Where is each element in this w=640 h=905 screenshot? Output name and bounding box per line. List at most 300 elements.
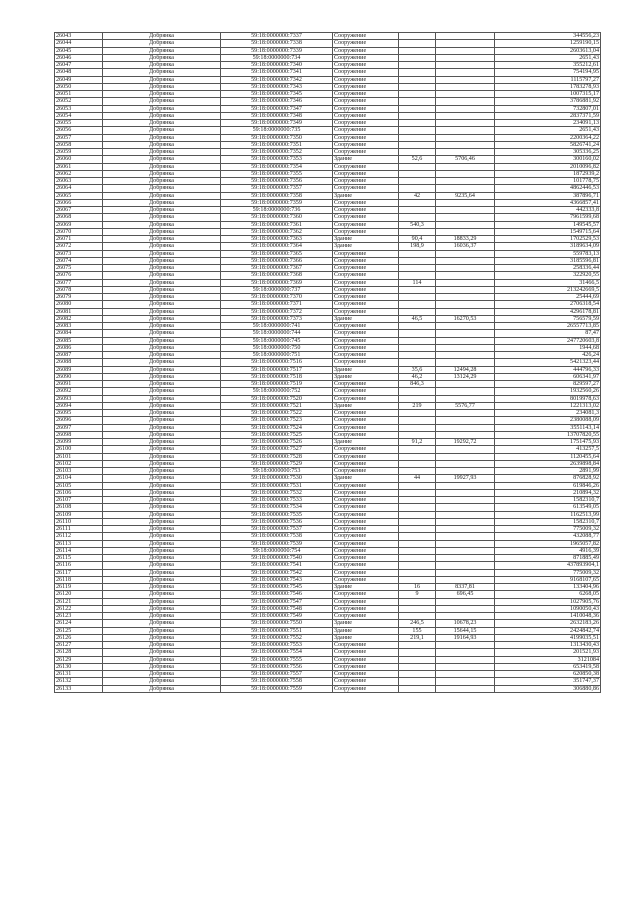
cadastral-number-cell: 59:18:0000000:7558 — [221, 678, 333, 685]
cadastral-cost-cell: 322920,55 — [495, 272, 601, 279]
cadastral-cost-cell: 1751475,93 — [495, 439, 601, 446]
area-cell — [399, 460, 436, 467]
unit-value-cell — [436, 511, 495, 518]
cadastral-cost-cell: 620850,38 — [495, 671, 601, 678]
table-row — [55, 98, 601, 105]
locality-cell: Добрянка — [103, 562, 221, 569]
object-type-cell: Сооружение — [333, 207, 399, 214]
row-number-cell: 26065 — [55, 192, 103, 199]
area-cell — [399, 330, 436, 337]
locality-cell: Добрянка — [103, 134, 221, 141]
locality-cell: Добрянка — [103, 547, 221, 554]
area-cell — [399, 105, 436, 112]
unit-value-cell — [436, 533, 495, 540]
locality-cell: Добрянка — [103, 330, 221, 337]
table-row — [55, 373, 601, 380]
row-number-cell: 26046 — [55, 54, 103, 61]
cadastral-number-cell: 59:18:0000000:7518 — [221, 373, 333, 380]
cadastral-cost-cell: 413257,5 — [495, 446, 601, 453]
unit-value-cell: 19292,72 — [436, 439, 495, 446]
row-number-cell: 26099 — [55, 439, 103, 446]
cadastral-cost-cell: 1932560,26 — [495, 388, 601, 395]
locality-cell: Добрянка — [103, 127, 221, 134]
cadastral-number-cell: 59:18:0000000:7536 — [221, 518, 333, 525]
object-type-cell: Сооружение — [333, 330, 399, 337]
cadastral-cost-cell: 1259190,15 — [495, 40, 601, 47]
table-row — [55, 381, 601, 388]
row-number-cell: 26079 — [55, 294, 103, 301]
object-type-cell: Сооружение — [333, 250, 399, 257]
cadastral-number-cell: 59:18:0000000:7524 — [221, 424, 333, 431]
object-type-cell: Сооружение — [333, 410, 399, 417]
unit-value-cell — [436, 120, 495, 127]
cadastral-cost-cell: 754194,95 — [495, 69, 601, 76]
area-cell: 91,2 — [399, 439, 436, 446]
area-cell — [399, 576, 436, 583]
row-number-cell: 26092 — [55, 388, 103, 395]
row-number-cell: 26071 — [55, 236, 103, 243]
area-cell — [399, 417, 436, 424]
table-row — [55, 330, 601, 337]
cadastral-cost-cell: 213242669,5 — [495, 286, 601, 293]
table-row — [55, 344, 601, 351]
row-number-cell: 26063 — [55, 178, 103, 185]
table-row — [55, 120, 601, 127]
area-cell — [399, 555, 436, 562]
row-number-cell: 26062 — [55, 170, 103, 177]
cadastral-cost-cell: 8019978,63 — [495, 395, 601, 402]
cadastral-number-cell: 59:18:0000000:7340 — [221, 62, 333, 69]
cadastral-cost-cell: 2639898,84 — [495, 460, 601, 467]
row-number-cell: 26111 — [55, 526, 103, 533]
area-cell: 9 — [399, 591, 436, 598]
cadastral-cost-cell: 25444,69 — [495, 294, 601, 301]
cadastral-number-cell: 59:18:0000000:7345 — [221, 91, 333, 98]
cadastral-number-cell: 59:18:0000000:7365 — [221, 250, 333, 257]
locality-cell: Добрянка — [103, 446, 221, 453]
area-cell — [399, 685, 436, 692]
object-type-cell: Сооружение — [333, 76, 399, 83]
unit-value-cell — [436, 62, 495, 69]
row-number-cell: 26070 — [55, 228, 103, 235]
cadastral-cost-cell: 3185596,81 — [495, 257, 601, 264]
row-number-cell: 26122 — [55, 605, 103, 612]
table-row — [55, 170, 601, 177]
row-number-cell: 26083 — [55, 323, 103, 330]
cadastral-cost-cell: 3189634,09 — [495, 243, 601, 250]
object-type-cell: Сооружение — [333, 105, 399, 112]
cadastral-cost-cell: 1944,68 — [495, 344, 601, 351]
cadastral-number-cell: 59:18:0000000:7532 — [221, 489, 333, 496]
locality-cell: Добрянка — [103, 192, 221, 199]
table-row — [55, 555, 601, 562]
cadastral-cost-cell: 247720603,8 — [495, 337, 601, 344]
cadastral-number-cell: 59:18:0000000:7525 — [221, 431, 333, 438]
table-row — [55, 533, 601, 540]
locality-cell: Добрянка — [103, 497, 221, 504]
cadastral-number-cell: 59:18:0000000:7540 — [221, 555, 333, 562]
cadastral-cost-cell: 201521,93 — [495, 649, 601, 656]
locality-cell: Добрянка — [103, 178, 221, 185]
object-type-cell: Сооружение — [333, 649, 399, 656]
cadastral-number-cell: 59:18:0000000:7519 — [221, 381, 333, 388]
area-cell: 219 — [399, 402, 436, 409]
cadastral-number-cell: 59:18:0000000:7339 — [221, 47, 333, 54]
unit-value-cell — [436, 663, 495, 670]
locality-cell: Добрянка — [103, 265, 221, 272]
area-cell — [399, 569, 436, 576]
locality-cell: Добрянка — [103, 344, 221, 351]
cadastral-number-cell: 59:18:0000000:7534 — [221, 504, 333, 511]
table-row — [55, 431, 601, 438]
cadastral-number-cell: 59:18:0000000:7356 — [221, 178, 333, 185]
cadastral-cost-cell: 559783,13 — [495, 250, 601, 257]
object-type-cell: Сооружение — [333, 221, 399, 228]
cadastral-cost-cell: 133404,96 — [495, 584, 601, 591]
table-row — [55, 410, 601, 417]
row-number-cell: 26110 — [55, 518, 103, 525]
cadastral-cost-cell: 4296178,81 — [495, 308, 601, 315]
table-row — [55, 439, 601, 446]
locality-cell: Добрянка — [103, 482, 221, 489]
cadastral-cost-cell: 2603613,04 — [495, 47, 601, 54]
cadastral-cost-cell: 426,24 — [495, 352, 601, 359]
row-number-cell: 26097 — [55, 424, 103, 431]
row-number-cell: 26044 — [55, 40, 103, 47]
cadastral-cost-cell: 3551143,14 — [495, 424, 601, 431]
object-type-cell: Сооружение — [333, 178, 399, 185]
cadastral-cost-cell: 1410048,36 — [495, 613, 601, 620]
row-number-cell: 26048 — [55, 69, 103, 76]
area-cell: 46,5 — [399, 315, 436, 322]
area-cell — [399, 62, 436, 69]
area-cell — [399, 207, 436, 214]
cadastral-cost-cell: 871885,49 — [495, 555, 601, 562]
unit-value-cell — [436, 605, 495, 612]
table-row — [55, 504, 601, 511]
table-row — [55, 388, 601, 395]
cadastral-number-cell: 59:18:0000000:7543 — [221, 576, 333, 583]
locality-cell: Добрянка — [103, 468, 221, 475]
cadastral-cost-cell: 732807,01 — [495, 105, 601, 112]
unit-value-cell — [436, 381, 495, 388]
locality-cell: Добрянка — [103, 671, 221, 678]
unit-value-cell — [436, 294, 495, 301]
locality-cell: Добрянка — [103, 663, 221, 670]
unit-value-cell — [436, 555, 495, 562]
locality-cell: Добрянка — [103, 243, 221, 250]
unit-value-cell: 5706,46 — [436, 156, 495, 163]
row-number-cell: 26112 — [55, 533, 103, 540]
unit-value-cell: 9235,64 — [436, 192, 495, 199]
table-row — [55, 105, 601, 112]
cadastral-cost-cell: 13707820,55 — [495, 431, 601, 438]
unit-value-cell — [436, 91, 495, 98]
object-type-cell: Сооружение — [333, 518, 399, 525]
cadastral-number-cell: 59:18:0000000:7338 — [221, 40, 333, 47]
locality-cell: Добрянка — [103, 83, 221, 90]
row-number-cell: 26125 — [55, 627, 103, 634]
table-row — [55, 337, 601, 344]
area-cell — [399, 257, 436, 264]
object-type-cell: Сооружение — [333, 533, 399, 540]
table-row — [55, 460, 601, 467]
object-type-cell: Здание — [333, 373, 399, 380]
locality-cell: Добрянка — [103, 163, 221, 170]
unit-value-cell — [436, 214, 495, 221]
table-row — [55, 489, 601, 496]
locality-cell: Добрянка — [103, 576, 221, 583]
cadastral-number-cell: 59:18:0000000:7539 — [221, 540, 333, 547]
table-row — [55, 192, 601, 199]
cadastral-number-cell: 59:18:0000000:7517 — [221, 366, 333, 373]
cadastral-number-cell: 59:18:0000000:7537 — [221, 526, 333, 533]
object-type-cell: Сооружение — [333, 388, 399, 395]
locality-cell: Добрянка — [103, 424, 221, 431]
area-cell: 198,9 — [399, 243, 436, 250]
unit-value-cell — [436, 453, 495, 460]
object-type-cell: Сооружение — [333, 47, 399, 54]
cadastral-cost-cell: 775009,32 — [495, 569, 601, 576]
object-type-cell: Сооружение — [333, 134, 399, 141]
cadastral-cost-cell: 1783278,93 — [495, 83, 601, 90]
cadastral-number-cell: 59:18:0000000:7359 — [221, 199, 333, 206]
unit-value-cell: 8337,81 — [436, 584, 495, 591]
area-cell — [399, 489, 436, 496]
table-body — [55, 33, 601, 693]
unit-value-cell: 10678,23 — [436, 620, 495, 627]
area-cell — [399, 446, 436, 453]
locality-cell: Добрянка — [103, 294, 221, 301]
object-type-cell: Сооружение — [333, 149, 399, 156]
area-cell — [399, 410, 436, 417]
row-number-cell: 26095 — [55, 410, 103, 417]
cadastral-number-cell: 59:18:0000000:737 — [221, 286, 333, 293]
area-cell — [399, 424, 436, 431]
table-row — [55, 584, 601, 591]
cadastral-number-cell: 59:18:0000000:7368 — [221, 272, 333, 279]
cadastral-number-cell: 59:18:0000000:744 — [221, 330, 333, 337]
object-type-cell: Сооружение — [333, 54, 399, 61]
cadastral-cost-cell: 1313430,43 — [495, 642, 601, 649]
cadastral-cost-cell: 300160,02 — [495, 156, 601, 163]
row-number-cell: 26094 — [55, 402, 103, 409]
object-type-cell: Сооружение — [333, 395, 399, 402]
locality-cell: Добрянка — [103, 279, 221, 286]
unit-value-cell — [436, 540, 495, 547]
object-type-cell: Здание — [333, 627, 399, 634]
row-number-cell: 26049 — [55, 76, 103, 83]
row-number-cell: 26102 — [55, 460, 103, 467]
locality-cell: Добрянка — [103, 555, 221, 562]
row-number-cell: 26101 — [55, 453, 103, 460]
cadastral-cost-cell: 26557713,85 — [495, 323, 601, 330]
area-cell: 90,4 — [399, 236, 436, 243]
unit-value-cell — [436, 221, 495, 228]
locality-cell: Добрянка — [103, 250, 221, 257]
object-type-cell: Сооружение — [333, 337, 399, 344]
area-cell — [399, 178, 436, 185]
object-type-cell: Сооружение — [333, 591, 399, 598]
locality-cell: Добрянка — [103, 33, 221, 40]
object-type-cell: Сооружение — [333, 613, 399, 620]
row-number-cell: 26103 — [55, 468, 103, 475]
table-row — [55, 156, 601, 163]
row-number-cell: 26090 — [55, 373, 103, 380]
unit-value-cell — [436, 178, 495, 185]
cadastral-cost-cell: 2651,43 — [495, 127, 601, 134]
area-cell: 114 — [399, 279, 436, 286]
table-row — [55, 62, 601, 69]
table-row — [55, 214, 601, 221]
cadastral-number-cell: 59:18:0000000:7528 — [221, 453, 333, 460]
cadastral-cost-cell: 1115797,27 — [495, 76, 601, 83]
cadastral-number-cell: 59:18:0000000:7526 — [221, 439, 333, 446]
table-row — [55, 185, 601, 192]
table-row — [55, 685, 601, 692]
cadastral-cost-cell: 355212,61 — [495, 62, 601, 69]
row-number-cell: 26056 — [55, 127, 103, 134]
locality-cell: Добрянка — [103, 634, 221, 641]
unit-value-cell: 19927,93 — [436, 475, 495, 482]
table-row — [55, 417, 601, 424]
table-row — [55, 591, 601, 598]
cadastral-number-cell: 59:18:0000000:7557 — [221, 671, 333, 678]
row-number-cell: 26058 — [55, 141, 103, 148]
unit-value-cell — [436, 526, 495, 533]
locality-cell: Добрянка — [103, 431, 221, 438]
object-type-cell: Сооружение — [333, 265, 399, 272]
cadastral-cost-cell: 2424842,74 — [495, 627, 601, 634]
row-number-cell: 26060 — [55, 156, 103, 163]
unit-value-cell — [436, 678, 495, 685]
unit-value-cell — [436, 323, 495, 330]
unit-value-cell — [436, 395, 495, 402]
cadastral-cost-cell: 775009,32 — [495, 526, 601, 533]
unit-value-cell — [436, 105, 495, 112]
unit-value-cell — [436, 272, 495, 279]
table-row — [55, 446, 601, 453]
locality-cell: Добрянка — [103, 286, 221, 293]
table-row — [55, 359, 601, 366]
unit-value-cell — [436, 649, 495, 656]
object-type-cell: Сооружение — [333, 598, 399, 605]
unit-value-cell — [436, 598, 495, 605]
unit-value-cell — [436, 344, 495, 351]
row-number-cell: 26072 — [55, 243, 103, 250]
cadastral-number-cell: 59:18:0000000:7370 — [221, 294, 333, 301]
row-number-cell: 26123 — [55, 613, 103, 620]
object-type-cell: Сооружение — [333, 504, 399, 511]
row-number-cell: 26045 — [55, 47, 103, 54]
unit-value-cell — [436, 286, 495, 293]
locality-cell: Добрянка — [103, 257, 221, 264]
area-cell: 52,6 — [399, 156, 436, 163]
unit-value-cell: 18833,29 — [436, 236, 495, 243]
locality-cell: Добрянка — [103, 417, 221, 424]
table-row — [55, 91, 601, 98]
object-type-cell: Сооружение — [333, 431, 399, 438]
locality-cell: Добрянка — [103, 388, 221, 395]
cadastral-cost-cell: 9168107,65 — [495, 576, 601, 583]
object-type-cell: Сооружение — [333, 33, 399, 40]
row-number-cell: 26132 — [55, 678, 103, 685]
cadastral-cost-cell: 31466,5 — [495, 279, 601, 286]
cadastral-cost-cell: 149545,57 — [495, 221, 601, 228]
row-number-cell: 26055 — [55, 120, 103, 127]
area-cell: 44 — [399, 475, 436, 482]
unit-value-cell — [436, 228, 495, 235]
table-row — [55, 221, 601, 228]
cadastral-cost-cell: 1027905,76 — [495, 598, 601, 605]
locality-cell: Добрянка — [103, 120, 221, 127]
object-type-cell: Сооружение — [333, 468, 399, 475]
table-row — [55, 323, 601, 330]
area-cell — [399, 40, 436, 47]
unit-value-cell — [436, 468, 495, 475]
cadastral-value-table — [54, 32, 601, 693]
area-cell — [399, 199, 436, 206]
area-cell — [399, 453, 436, 460]
cadastral-number-cell: 59:18:0000000:7371 — [221, 301, 333, 308]
object-type-cell: Сооружение — [333, 424, 399, 431]
locality-cell: Добрянка — [103, 489, 221, 496]
table-row — [55, 279, 601, 286]
area-cell — [399, 642, 436, 649]
row-number-cell: 26088 — [55, 359, 103, 366]
area-cell — [399, 468, 436, 475]
unit-value-cell — [436, 134, 495, 141]
unit-value-cell: 696,45 — [436, 591, 495, 598]
row-number-cell: 26084 — [55, 330, 103, 337]
area-cell — [399, 228, 436, 235]
table-row — [55, 127, 601, 134]
area-cell — [399, 127, 436, 134]
table-row — [55, 286, 601, 293]
cadastral-number-cell: 59:18:0000000:7555 — [221, 656, 333, 663]
table-row — [55, 678, 601, 685]
locality-cell: Добрянка — [103, 540, 221, 547]
unit-value-cell — [436, 671, 495, 678]
unit-value-cell — [436, 199, 495, 206]
cadastral-number-cell: 59:18:0000000:751 — [221, 352, 333, 359]
cadastral-number-cell: 59:18:0000000:7553 — [221, 642, 333, 649]
row-number-cell: 26127 — [55, 642, 103, 649]
unit-value-cell — [436, 69, 495, 76]
area-cell — [399, 431, 436, 438]
locality-cell: Добрянка — [103, 605, 221, 612]
object-type-cell: Здание — [333, 584, 399, 591]
table-row — [55, 526, 601, 533]
unit-value-cell — [436, 562, 495, 569]
locality-cell: Добрянка — [103, 62, 221, 69]
object-type-cell: Сооружение — [333, 417, 399, 424]
table-row — [55, 134, 601, 141]
area-cell — [399, 112, 436, 119]
cadastral-cost-cell: 2651,43 — [495, 54, 601, 61]
unit-value-cell — [436, 431, 495, 438]
cadastral-cost-cell: 432088,77 — [495, 533, 601, 540]
unit-value-cell: 15644,15 — [436, 627, 495, 634]
table-row — [55, 69, 601, 76]
cadastral-cost-cell: 619846,26 — [495, 482, 601, 489]
cadastral-number-cell: 59:18:0000000:7369 — [221, 279, 333, 286]
cadastral-number-cell: 59:18:0000000:7548 — [221, 605, 333, 612]
object-type-cell: Сооружение — [333, 359, 399, 366]
unit-value-cell — [436, 76, 495, 83]
unit-value-cell — [436, 308, 495, 315]
locality-cell: Добрянка — [103, 54, 221, 61]
